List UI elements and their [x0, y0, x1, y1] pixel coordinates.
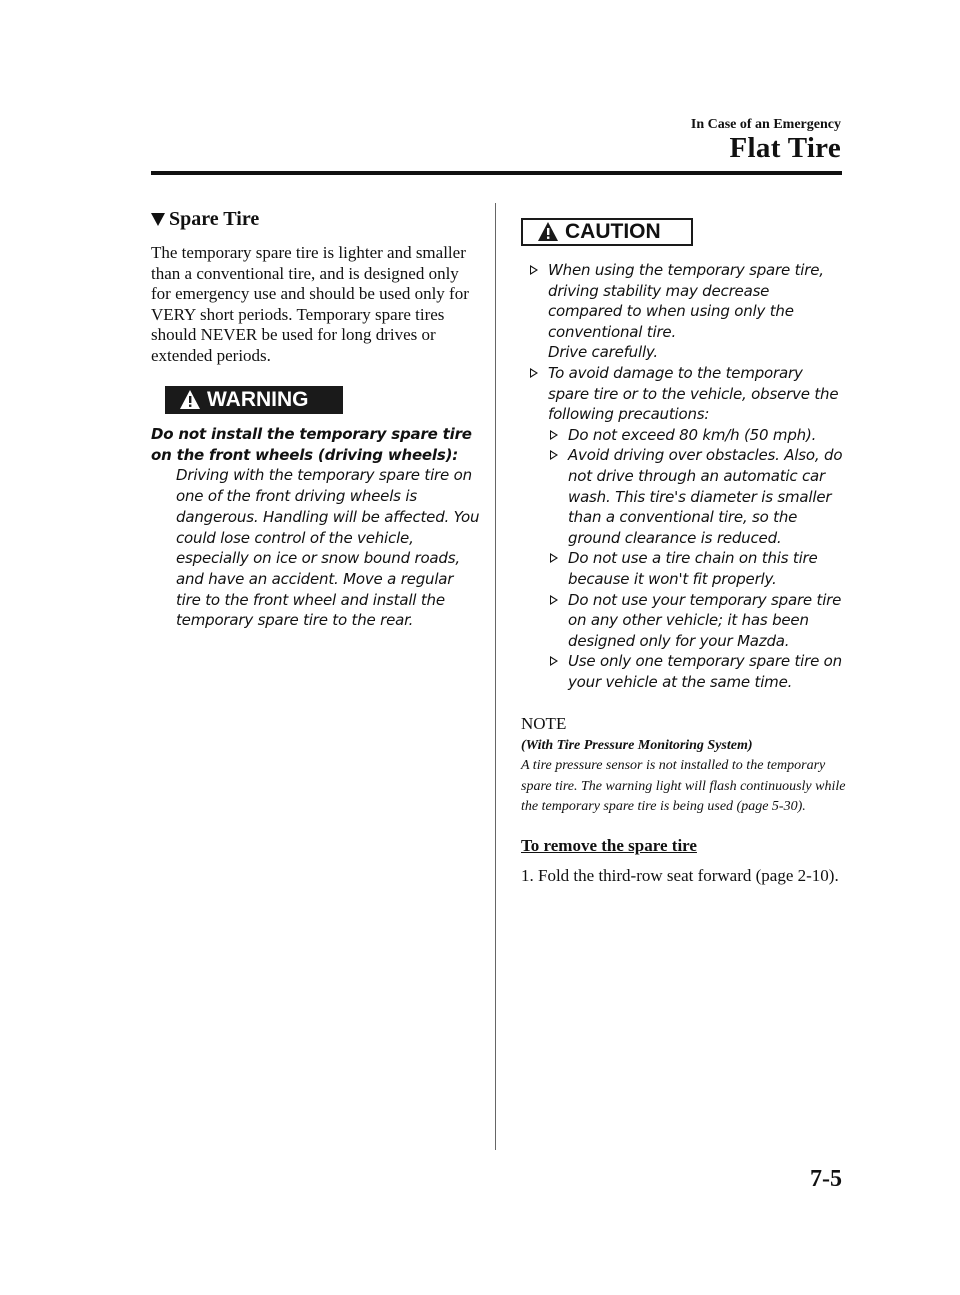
warning-label	[165, 386, 343, 414]
column-divider	[495, 203, 496, 1150]
procedure-step: 1. Fold the third-row seat forward (page 2-10).	[521, 865, 839, 885]
section-heading	[151, 208, 481, 231]
caution-item-text: To avoid damage to the temporary spare tire or to the vehicle, observe the following precautions:	[548, 363, 839, 424]
page-number: 7-5	[810, 1166, 842, 1192]
list-item	[521, 363, 846, 425]
note-subheading: (With Tire Pressure Monitoring System)	[521, 738, 753, 754]
caution-subitem-text: Do not use a tire chain on this tire because it won't fit properly.	[568, 549, 818, 588]
section-heading-text: Spare Tire	[169, 208, 260, 230]
caution-alert-icon	[537, 221, 559, 243]
bullet-arrow-icon	[530, 368, 538, 378]
bullet-arrow-icon	[550, 553, 558, 563]
intro-paragraph: The temporary spare tire is lighter and smaller than a conventional tire, and is designed only for emergency use and should be used only for VERY short periods. Temporary spare tires should NEVER be used for long drives or extended periods.	[151, 243, 469, 365]
bullet-arrow-icon	[550, 430, 558, 440]
warning-body: Driving with the temporary spare tire on one of the front driving wheels is dangerous. Handling will be affected. You could lose control of the vehicle, especially on ice or snow bound roads, and have an accident. Move a regular tire to the front wheel and install the temporary spare tire to the rear.	[176, 466, 480, 630]
list-item	[543, 425, 846, 446]
caution-list	[521, 260, 846, 425]
bullet-arrow-icon	[550, 595, 558, 605]
warning-lead: Do not install the temporary spare tire on the front wheels (driving wheels):	[151, 425, 472, 464]
warning-label-text: WARNING	[207, 388, 309, 411]
left-column	[151, 208, 481, 631]
caution-item-extra: Drive carefully.	[548, 343, 658, 362]
list-item	[521, 260, 846, 363]
caution-label	[521, 218, 693, 246]
header-rule	[151, 171, 842, 175]
bullet-arrow-icon	[530, 265, 538, 275]
caution-sublist	[521, 425, 846, 693]
list-item	[543, 590, 846, 652]
list-item	[543, 651, 846, 692]
caution-subitem-text: Do not use your temporary spare tire on any other vehicle; it has been designed only for your Mazda.	[568, 590, 842, 650]
caution-item-text: When using the temporary spare tire, driving stability may decrease compared to when using only the conventional tire.	[548, 261, 824, 341]
triangle-down-icon	[151, 213, 165, 226]
warning-alert-icon	[179, 389, 201, 411]
note-label: NOTE	[521, 714, 567, 734]
bullet-arrow-icon	[550, 656, 558, 666]
page-title: Flat Tire	[729, 132, 841, 164]
list-item	[543, 548, 846, 589]
caution-subitem-text: Do not exceed 80 km/h (50 mph).	[568, 425, 817, 444]
bullet-arrow-icon	[550, 450, 558, 460]
caution-subitem-text: Avoid driving over obstacles. Also, do not drive through an automatic car wash. This tire's diameter is smaller than a conventional tire, so the ground clearance is reduced.	[568, 446, 843, 547]
caution-label-text: CAUTION	[565, 220, 661, 243]
header-section: In Case of an Emergency	[690, 117, 841, 132]
procedure-heading: To remove the spare tire	[521, 835, 697, 855]
caution-subitem-text: Use only one temporary spare tire on your vehicle at the same time.	[568, 652, 842, 691]
list-item	[543, 445, 846, 548]
right-column	[521, 218, 846, 886]
note-text: A tire pressure sensor is not installed to the temporary spare tire. The warning light will flash continuously while the temporary spare tire is being used (page 5-30).	[521, 758, 846, 815]
